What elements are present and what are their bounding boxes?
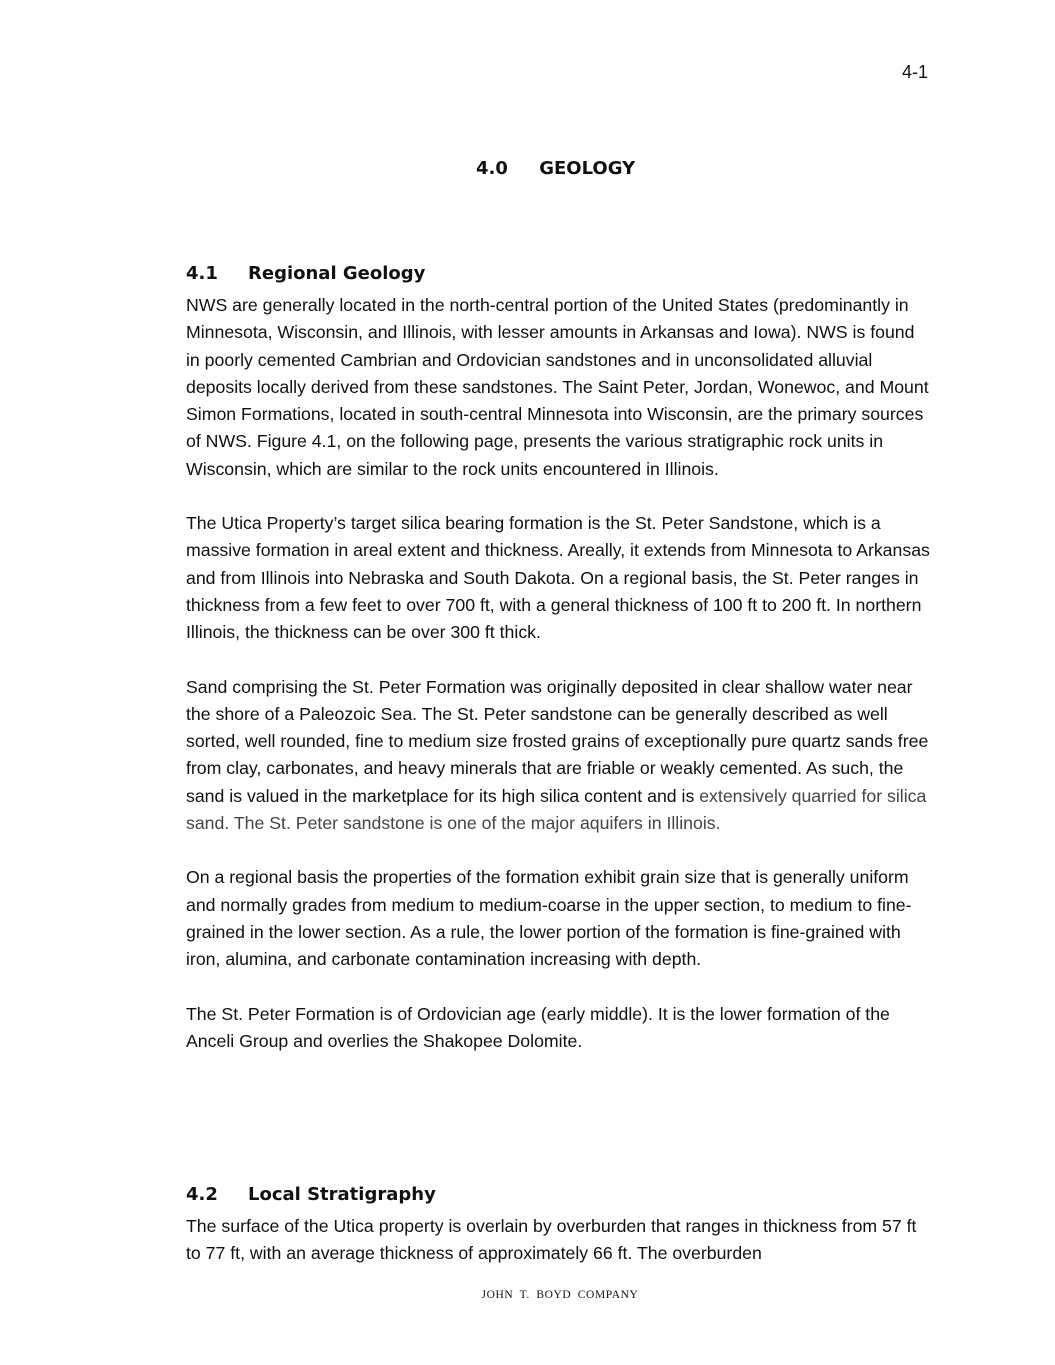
footer-company: JOHN T. BOYD COMPANY	[481, 1289, 639, 1301]
section-number: 4.1	[186, 263, 218, 284]
paragraph	[186, 674, 931, 838]
paragraph: On a regional basis the properties of the formation exhibit grain size that is generally uniform and normally grades from medium to medium-coarse in the upper section, to medium to fine-grained in the lower section. As a rule, the lower portion of the formation is fine-grained with iron, alumina, and carbonate contamination increasing with depth.	[186, 867, 912, 970]
paragraph: The Utica Property’s target silica bearing formation is the St. Peter Sandstone, which is a massive formation in areal extent and thickness. Areally, it extends from Minnesota to Arkansas and from Illinois into Nebraska and South Dakota. On a regional basis, the St. Peter ranges in thickness from a few feet to over 700 ft, with a general thickness of 100 ft to 200 ft. In northern Illinois, the thickness can be over 300 ft thick.	[186, 513, 930, 643]
section-heading-regional-geology	[186, 263, 425, 284]
page-number: 4-1	[902, 62, 929, 82]
section-title: Local Stratigraphy	[248, 1184, 436, 1205]
chapter-name: GEOLOGY	[539, 158, 636, 179]
section-heading-local-stratigraphy	[186, 1184, 436, 1205]
paragraph-text-faded: extensively quarried for silica sand. The St. Peter sandstone is one of the major aquifers in Illinois.	[186, 785, 927, 834]
paragraph: NWS are generally located in the north-central portion of the United States (predominantly in Minnesota, Wisconsin, and Illinois, with lesser amounts in Arkansas and Iowa). NWS is found in poorly cemented Cambrian and Ordovician sandstones and in unconsolidated alluvial deposits locally derived from these sandstones. The Saint Peter, Jordan, Wonewoc, and Mount Simon Formations, located in south-central Minnesota into Wisconsin, are the primary sources of NWS. Figure 4.1, on the following page, presents the various stratigraphic rock units in Wisconsin, which are similar to the rock units encountered in Illinois.	[186, 295, 929, 479]
section-title: Regional Geology	[248, 263, 426, 284]
paragraph: The surface of the Utica property is overlain by overburden that ranges in thickness from 57 ft to 77 ft, with an average thickness of approximately 66 ft. The overburden	[186, 1216, 917, 1264]
chapter-number: 4.0	[476, 158, 508, 179]
paragraph-text: Sand comprising the St. Peter Formation was originally deposited in clear shallow water near the shore of a Paleozoic Sea. The St. Peter sandstone can be generally described as well sorted, well rounded, fine to medium size frosted grains of exceptionally pure quartz sands free from clay, carbonates, and heavy minerals that are friable or weakly cemented. As such, the sand is valued in the marketplace for its high silica content and is	[186, 676, 929, 806]
local-stratigraphy-body	[186, 1213, 931, 1295]
regional-geology-body	[186, 292, 931, 1082]
paragraph: The St. Peter Formation is of Ordovician age (early middle). It is the lower formation of the Anceli Group and overlies the Shakopee Dolomite.	[186, 1003, 890, 1051]
chapter-title	[476, 158, 635, 179]
section-number: 4.2	[186, 1184, 218, 1205]
